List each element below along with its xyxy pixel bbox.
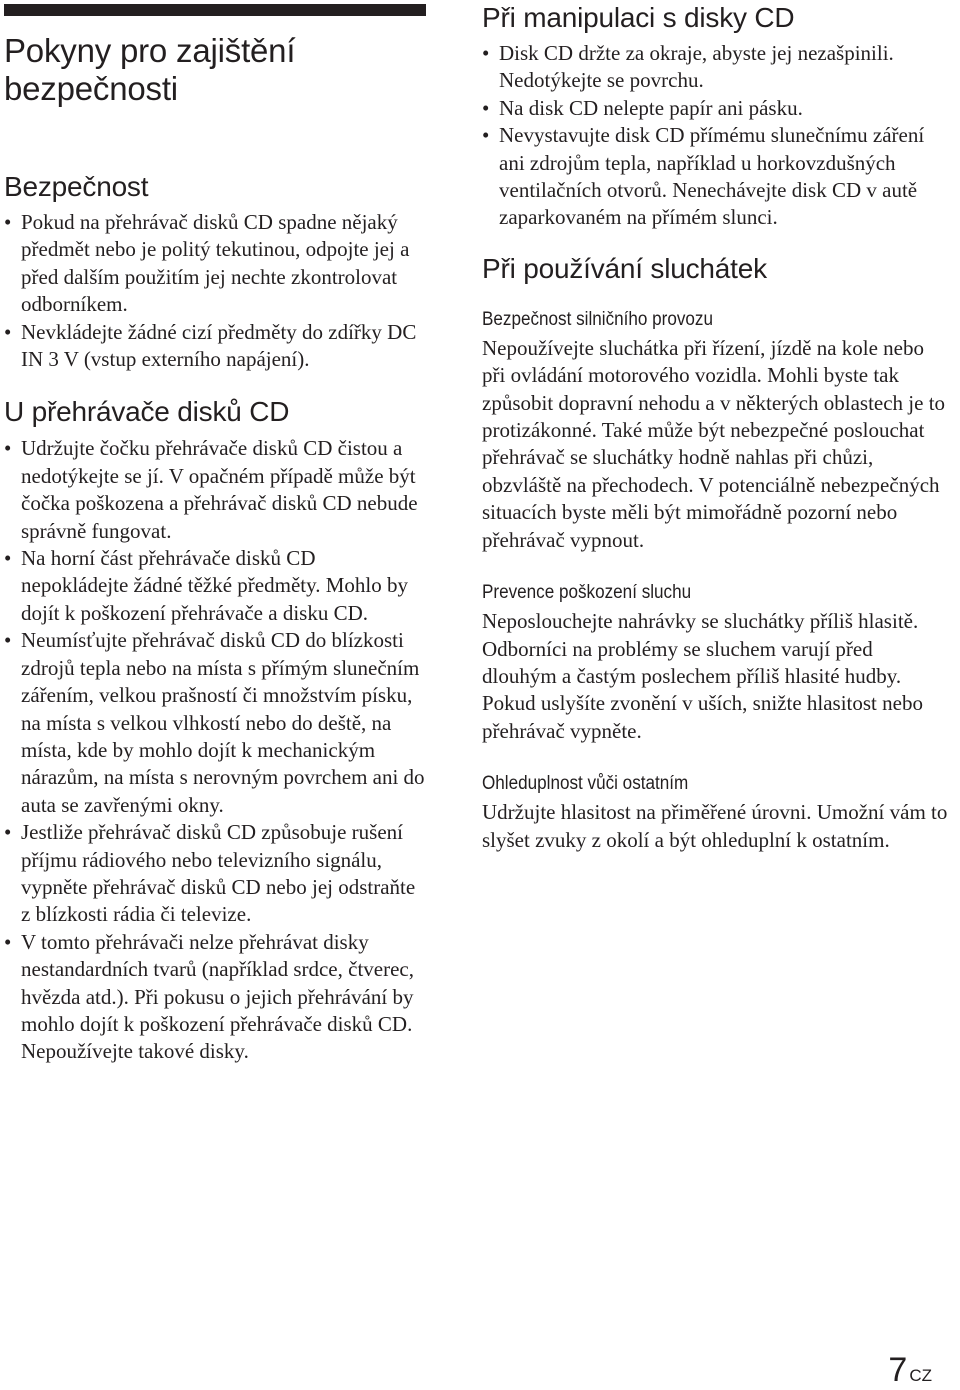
subheading-hearing: Prevence poškození sluchu	[482, 582, 692, 604]
player-list	[4, 435, 426, 1065]
right-column	[482, 0, 952, 854]
left-column	[4, 0, 426, 1066]
paragraph-consideration: Udržujte hlasitost na přiměřené úrovni. Umožní vám to slyšet zvuky z okolí a být ohleduplní k ostatním.	[482, 800, 948, 852]
bullet-icon: •	[4, 929, 12, 954]
list-item: • V tomto přehrávači nelze přehrávat disky nestandardních tvarů (například srdce, čtverec, hvězda atd.). Při pokusu o jejich přehrávání by mohlo dojít k poškození přehrávače disků CD. Nepoužívejte takové disky.	[4, 929, 414, 1064]
list-item: • Pokud na přehrávač disků CD spadne nějaký předmět nebo je politý tekutinou, odpojte jej a před dalším použitím jej nechte zkontrolovat odborníkem.	[4, 210, 410, 317]
list-item: • Neumísťujte přehrávač disků CD do blízkosti zdrojů tepla nebo na místa s přímým slunečním zářením, velkou prašností či množstvím písku, na místa s velkou vlhkostí nebo do deště, na místa, kde by mohlo dojít k mechanickým nárazům, na místa s nerovným povrchem ani do auta se zavřenými okny.	[4, 628, 425, 817]
bullet-icon: •	[4, 436, 12, 461]
paragraph-road-safety: Nepoužívejte sluchátka při řízení, jízdě na kole nebo při ovládání motorového vozidla. Mohli byste tak způsobit dopravní nehodu a v některých oblastech je to protizákonné. Také může být nebezpečné poslouchat přehrávač se sluchátky hodně nahlas při chůzi, obzvláště na přechodech. V potenciálně nebezpečných situacích byste měli být mimořádně pozorní nebo přehrávač vypnout.	[482, 335, 946, 552]
discs-list	[482, 40, 952, 232]
bullet-icon: •	[4, 628, 12, 653]
bullet-icon: •	[4, 210, 12, 234]
bullet-icon: •	[4, 319, 12, 344]
list-item: • Nevystavujte disk CD přímému slunečnímu záření ani zdrojům tepla, například u horkovzdušných ventilačních otvorů. Nenechávejte disk CD v autě zaparkovaném na přímém slunci.	[482, 123, 925, 230]
page-number-value: 7	[888, 1351, 908, 1389]
bullet-icon: •	[482, 95, 490, 120]
section-heading-headphones: Při používání sluchátek	[482, 252, 767, 284]
list-item: • Na horní část přehrávače disků CD nepokládejte žádné těžké předměty. Mohlo by dojít k poškození přehrávače a disku CD.	[4, 546, 408, 625]
bullet-icon: •	[482, 123, 490, 148]
list-item: • Udržujte čočku přehrávače disků CD čistou a nedotýkejte se jí. V opačném případě může být čočka poškozena a přehrávač disků CD nebude správně fungovat.	[4, 436, 418, 543]
section-heading-discs: Při manipulaci s disky CD	[482, 2, 795, 33]
list-item: • Nevkládejte žádné cizí předměty do zdířky DC IN 3 V (vstup externího napájení).	[4, 319, 417, 372]
list-item: • Jestliže přehrávač disků CD způsobuje rušení příjmu rádiového nebo televizního signálu, vypněte přehrávač disků CD nebo jej odstraňte z blízkosti rádia či televize.	[4, 820, 416, 927]
subheading-road-safety: Bezpečnost silničního provozu	[482, 308, 713, 330]
section-heading-safety: Bezpečnost	[4, 171, 149, 202]
paragraph-hearing: Neposlouchejte nahrávky se sluchátky příliš hlasitě. Odborníci na problémy se sluchem varují před dlouhým a častým poslechem příliš hlasité hudby. Pokud uslyšíte zvonění v uších, snižte hlasitost nebo přehrávač vypněte.	[482, 609, 923, 743]
title-rule	[4, 4, 426, 16]
list-item: • Disk CD držte za okraje, abyste jej nezašpinili. Nedotýkejte se povrchu.	[482, 41, 894, 93]
safety-list	[4, 209, 426, 373]
language-code: CZ	[909, 1366, 932, 1385]
bullet-icon: •	[482, 41, 490, 65]
list-item: • Na disk CD nelepte papír ani pásku.	[482, 95, 952, 122]
page-number	[888, 1351, 932, 1390]
bullet-icon: •	[4, 820, 12, 845]
page-title: Pokyny pro zajištění bezpečnosti	[4, 32, 296, 107]
subheading-consideration: Ohleduplnost vůči ostatním	[482, 773, 689, 795]
bullet-icon: •	[4, 546, 12, 571]
section-heading-player: U přehrávače disků CD	[4, 396, 290, 428]
